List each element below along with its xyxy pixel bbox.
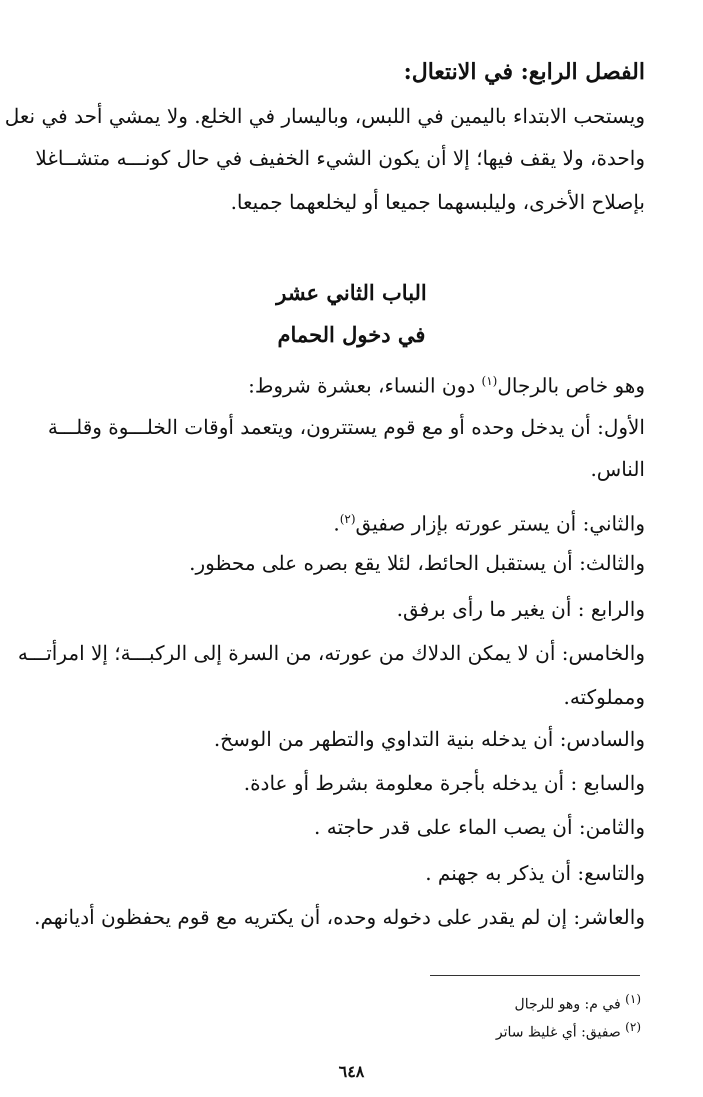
condition-1-cont: الناس. <box>590 457 645 481</box>
condition-6: والسادس: أن يدخله بنية التداوي والتطهر من الوسخ. <box>213 727 645 751</box>
condition-8: والثامن: أن يصب الماء على قدر حاجته . <box>314 815 645 839</box>
footnote-2 <box>81 1020 641 1041</box>
chapter-title: الباب الثاني عشر <box>276 280 427 305</box>
chapter-subtitle: في دخول الحمام <box>277 322 426 347</box>
condition-5: والخامس: أن لا يمكن الدلاك من عورته، من السرة إلى الركبـــة؛ إلا امرأتـــه <box>17 641 645 665</box>
intro-text: وهو خاص بالرجال <box>497 373 645 398</box>
footnote-divider <box>430 975 640 976</box>
condition-3: والثالث: أن يستقبل الحائط، لئلا يقع بصره على محظور. <box>189 551 645 575</box>
condition-2 <box>53 502 645 541</box>
condition-5-cont: ومملوكته. <box>563 685 645 709</box>
intro-text-tail: دون النساء، بعشرة شروط: <box>248 373 482 398</box>
footnote-2-text: صفيق: أي غليظ ساتر <box>495 1024 626 1041</box>
footnote-ref-2: (٢) <box>339 512 356 526</box>
condition-7: والسابع : أن يدخله بأجرة معلومة بشرط أو عادة. <box>243 771 645 795</box>
condition-9: والتاسع: أن يذكر به جهنم . <box>425 861 645 885</box>
paragraph-line-1: ويستحب الابتداء باليمين في اللبس، وباليسار في الخلع. ولا يمشي أحد في نعل <box>4 104 645 128</box>
condition-10: والعاشر: إن لم يقدر على دخوله وحده، أن يكتريه مع قوم يحفظون أديانهم. <box>34 905 645 929</box>
intro-line <box>53 364 645 403</box>
condition-4: والرابع : أن يغير ما رأى برفق. <box>396 597 645 621</box>
paragraph-line-2: واحدة، ولا يقف فيها؛ إلا أن يكون الشيء الخفيف في حال كونـــه متشــاغلا <box>35 146 645 170</box>
footnote-1-text: في م: وهو للرجال <box>514 996 626 1013</box>
condition-2-tail: . <box>333 511 340 536</box>
paragraph-line-3: بإصلاح الأخرى، وليلبسهما جميعا أو ليخلعهما جميعا. <box>230 190 645 214</box>
footnote-1 <box>81 992 641 1013</box>
footnote-2-mark: (٢) <box>625 1020 641 1034</box>
page-number: ٦٤٨ <box>338 1062 365 1081</box>
condition-2-text: والثاني: أن يستر عورته بإزار صفيق <box>355 511 645 536</box>
section-heading: الفصل الرابع: في الانتعال: <box>403 59 645 85</box>
footnote-1-mark: (١) <box>625 992 641 1006</box>
condition-1: الأول: أن يدخل وحده أو مع قوم يستترون، ويتعمد أوقات الخلـــوة وقلـــة <box>47 415 645 439</box>
footnote-ref-1: (١) <box>481 374 498 388</box>
